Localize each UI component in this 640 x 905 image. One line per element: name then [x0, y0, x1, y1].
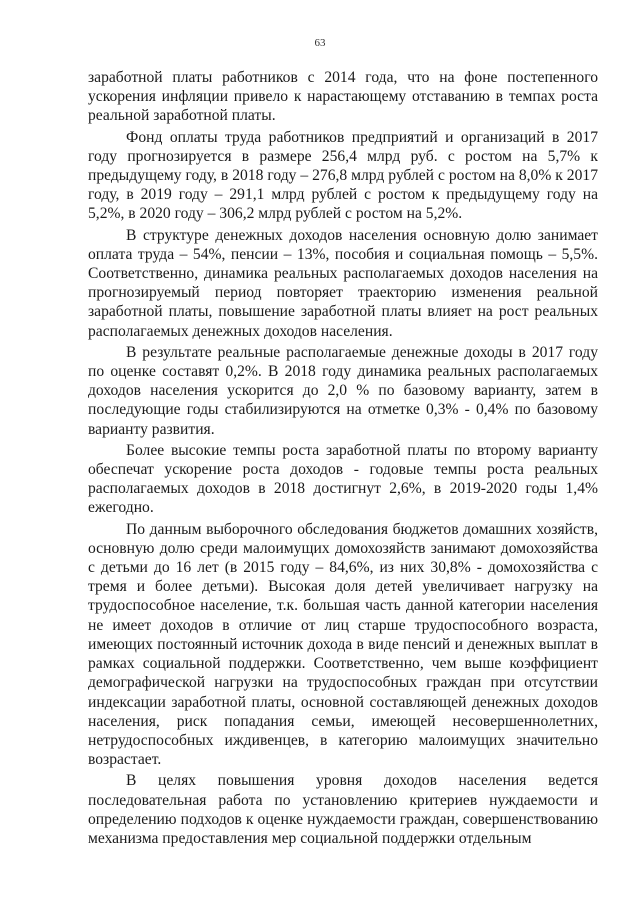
paragraph: По данным выборочного обследования бюджетов домашних хозяйств, основную долю среди малоимущих домохозяйств занимают домохозяйства с детьми до 16 лет (в 2015 году – 84,6%, из них 30,8% - домохозяйства с тремя и более детьми). Высокая доля детей увеличивает нагрузку на трудоспособное население, т.к. большая часть данной категории населения не имеет доходов в отличие от лиц старше трудоспособного возраста, имеющих постоянный источник дохода в виде пенсий и денежных выплат в рамках социальной поддержки. Соответственно, чем выше коэффициент демографической нагрузки на трудоспособных граждан при отсутствии индексации заработной платы, основной составляющей денежных доходов населения, риск попадания семьи, имеющей несовершеннолетних, нетрудоспособных иждивенцев, в категорию малоимущих значительно возрастает. [88, 520, 598, 769]
paragraph: заработной платы работников с 2014 года, что на фоне постепенного ускорения инфляции привело к нарастающему отставанию в темпах роста реальной заработной платы. [88, 69, 598, 125]
paragraph: В структуре денежных доходов населения основную долю занимает оплата труда – 54%, пенсии – 13%, пособия и социальная помощь – 5,5%. Соответственно, динамика реальных располагаемых доходов населения на прогнозируемый период повторяет траекторию изменения реальной заработной платы, повышение заработной платы влияет на рост реальных располагаемых денежных доходов населения. [88, 226, 598, 340]
paragraph: В целях повышения уровня доходов населения ведется последовательная работа по установлению критериев нуждаемости и определению подходов к оценке нуждаемости граждан, совершенствованию механизма предоставления мер социальной поддержки отдельным [88, 772, 598, 847]
paragraph: Более высокие темпы роста заработной платы по второму варианту обеспечат ускорение роста доходов - годовые темпы роста реальных располагаемых доходов в 2018 достигнут 2,6%, в 2019-2020 годы 1,4% ежегодно. [88, 441, 598, 517]
page-number: 63 [314, 37, 326, 49]
paragraph: Фонд оплаты труда работников предприятий и организаций в 2017 году прогнозируется в размере 256,4 млрд руб. с ростом на 5,7% к предыдущему году, в 2018 году – 276,8 млрд рублей с ростом на 8,0% к 2017 году, в 2019 году – 291,1 млрд рублей с ростом к предыдущему году на 5,2%, в 2020 году – 306,2 млрд рублей с ростом на 5,2%. [88, 128, 598, 223]
paragraph: В результате реальные располагаемые денежные доходы в 2017 году по оценке составят 0,2%. В 2018 году динамика реальных располагаемых доходов населения ускорится до 2,0 % по базовому варианту, затем в последующие годы стабилизируются на отметке 0,3% - 0,4% по базовому варианту развития. [88, 343, 598, 438]
document-body [88, 68, 598, 850]
